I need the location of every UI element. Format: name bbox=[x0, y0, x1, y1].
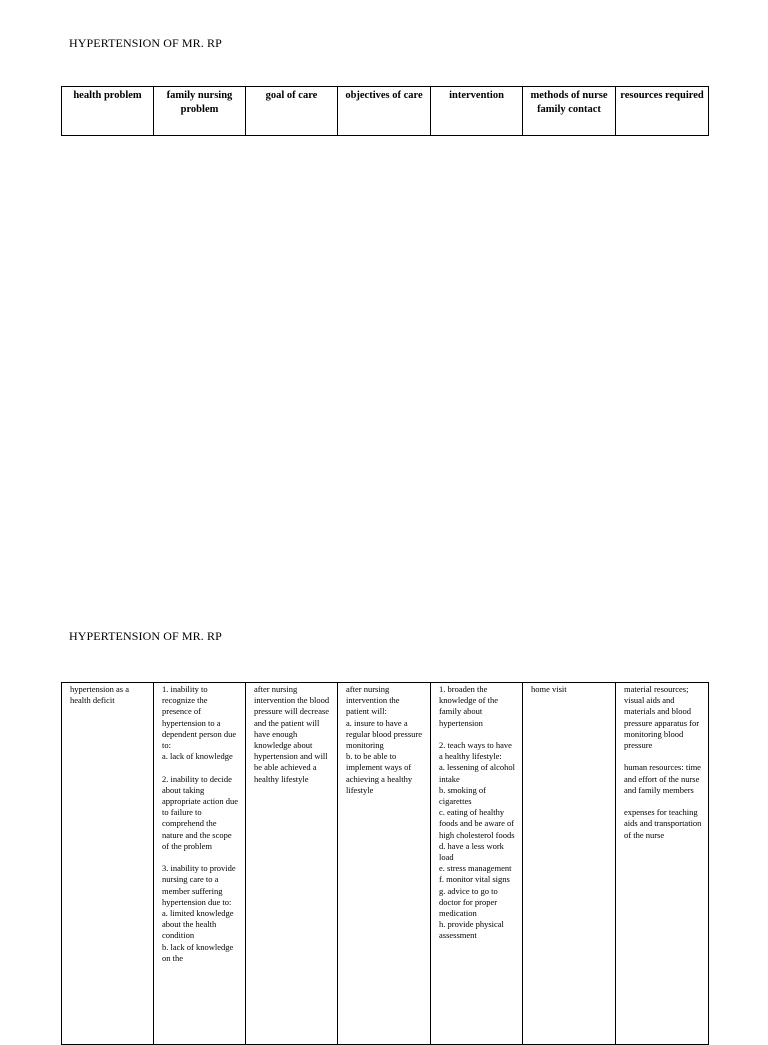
cell-goal-of-care: after nursing intervention the blood pressure will decrease and the patient will have enough knowledge about hypertension and will be able achieved a healthy lifestyle bbox=[246, 683, 338, 1045]
header-goal-of-care: goal of care bbox=[246, 87, 338, 136]
header-intervention: intervention bbox=[431, 87, 523, 136]
cell-family-nursing-problem: 1. inability to recognize the presence of hypertension to a dependent person due to: a. lack of knowledge 2. inability to decide about taking appropriate action due to failure to comprehend the nature and the scope of the problem 3. inability to provide nursing care to a member suffering hypertension due to: a. limited knowledge about the health condition b. lack of knowledge on the bbox=[154, 683, 246, 1045]
cell-health-problem: hypertension as a health deficit bbox=[62, 683, 154, 1045]
header-resources-required: resources required bbox=[616, 87, 709, 136]
care-plan-header-table bbox=[61, 86, 709, 136]
header-family-nursing-problem: family nursing problem bbox=[154, 87, 246, 136]
cell-resources-required: material resources; visual aids and materials and blood pressure apparatus for monitoring blood pressure human resources: time and effort of the nurse and family members expenses for teaching aids and transportation of the nurse bbox=[616, 683, 709, 1045]
table-header-row bbox=[62, 87, 709, 136]
header-objectives-of-care: objectives of care bbox=[338, 87, 431, 136]
header-methods-of-contact: methods of nurse family contact bbox=[523, 87, 616, 136]
page-title: HYPERTENSION OF MR. RP bbox=[69, 629, 222, 643]
cell-intervention: 1. broaden the knowledge of the family about hypertension 2. teach ways to have a healthy lifestyle: a. lessening of alcohol intake b. smoking of cigarettes c. eating of healthy foods and be aware of high cholesterol foods d. have a less work load e. stress management f. monitor vital signs g. advice to go to doctor for proper medication h. provide physical assessment bbox=[431, 683, 523, 1045]
page-title: HYPERTENSION OF MR. RP bbox=[69, 36, 222, 50]
table-row bbox=[62, 683, 709, 1045]
care-plan-body-table bbox=[61, 682, 709, 1045]
cell-objectives-of-care: after nursing intervention the patient will: a. insure to have a regular blood pressure monitoring b. to be able to implement ways of achieving a healthy lifestyle bbox=[338, 683, 431, 1045]
cell-methods-of-contact: home visit bbox=[523, 683, 616, 1045]
header-health-problem: health problem bbox=[62, 87, 154, 136]
